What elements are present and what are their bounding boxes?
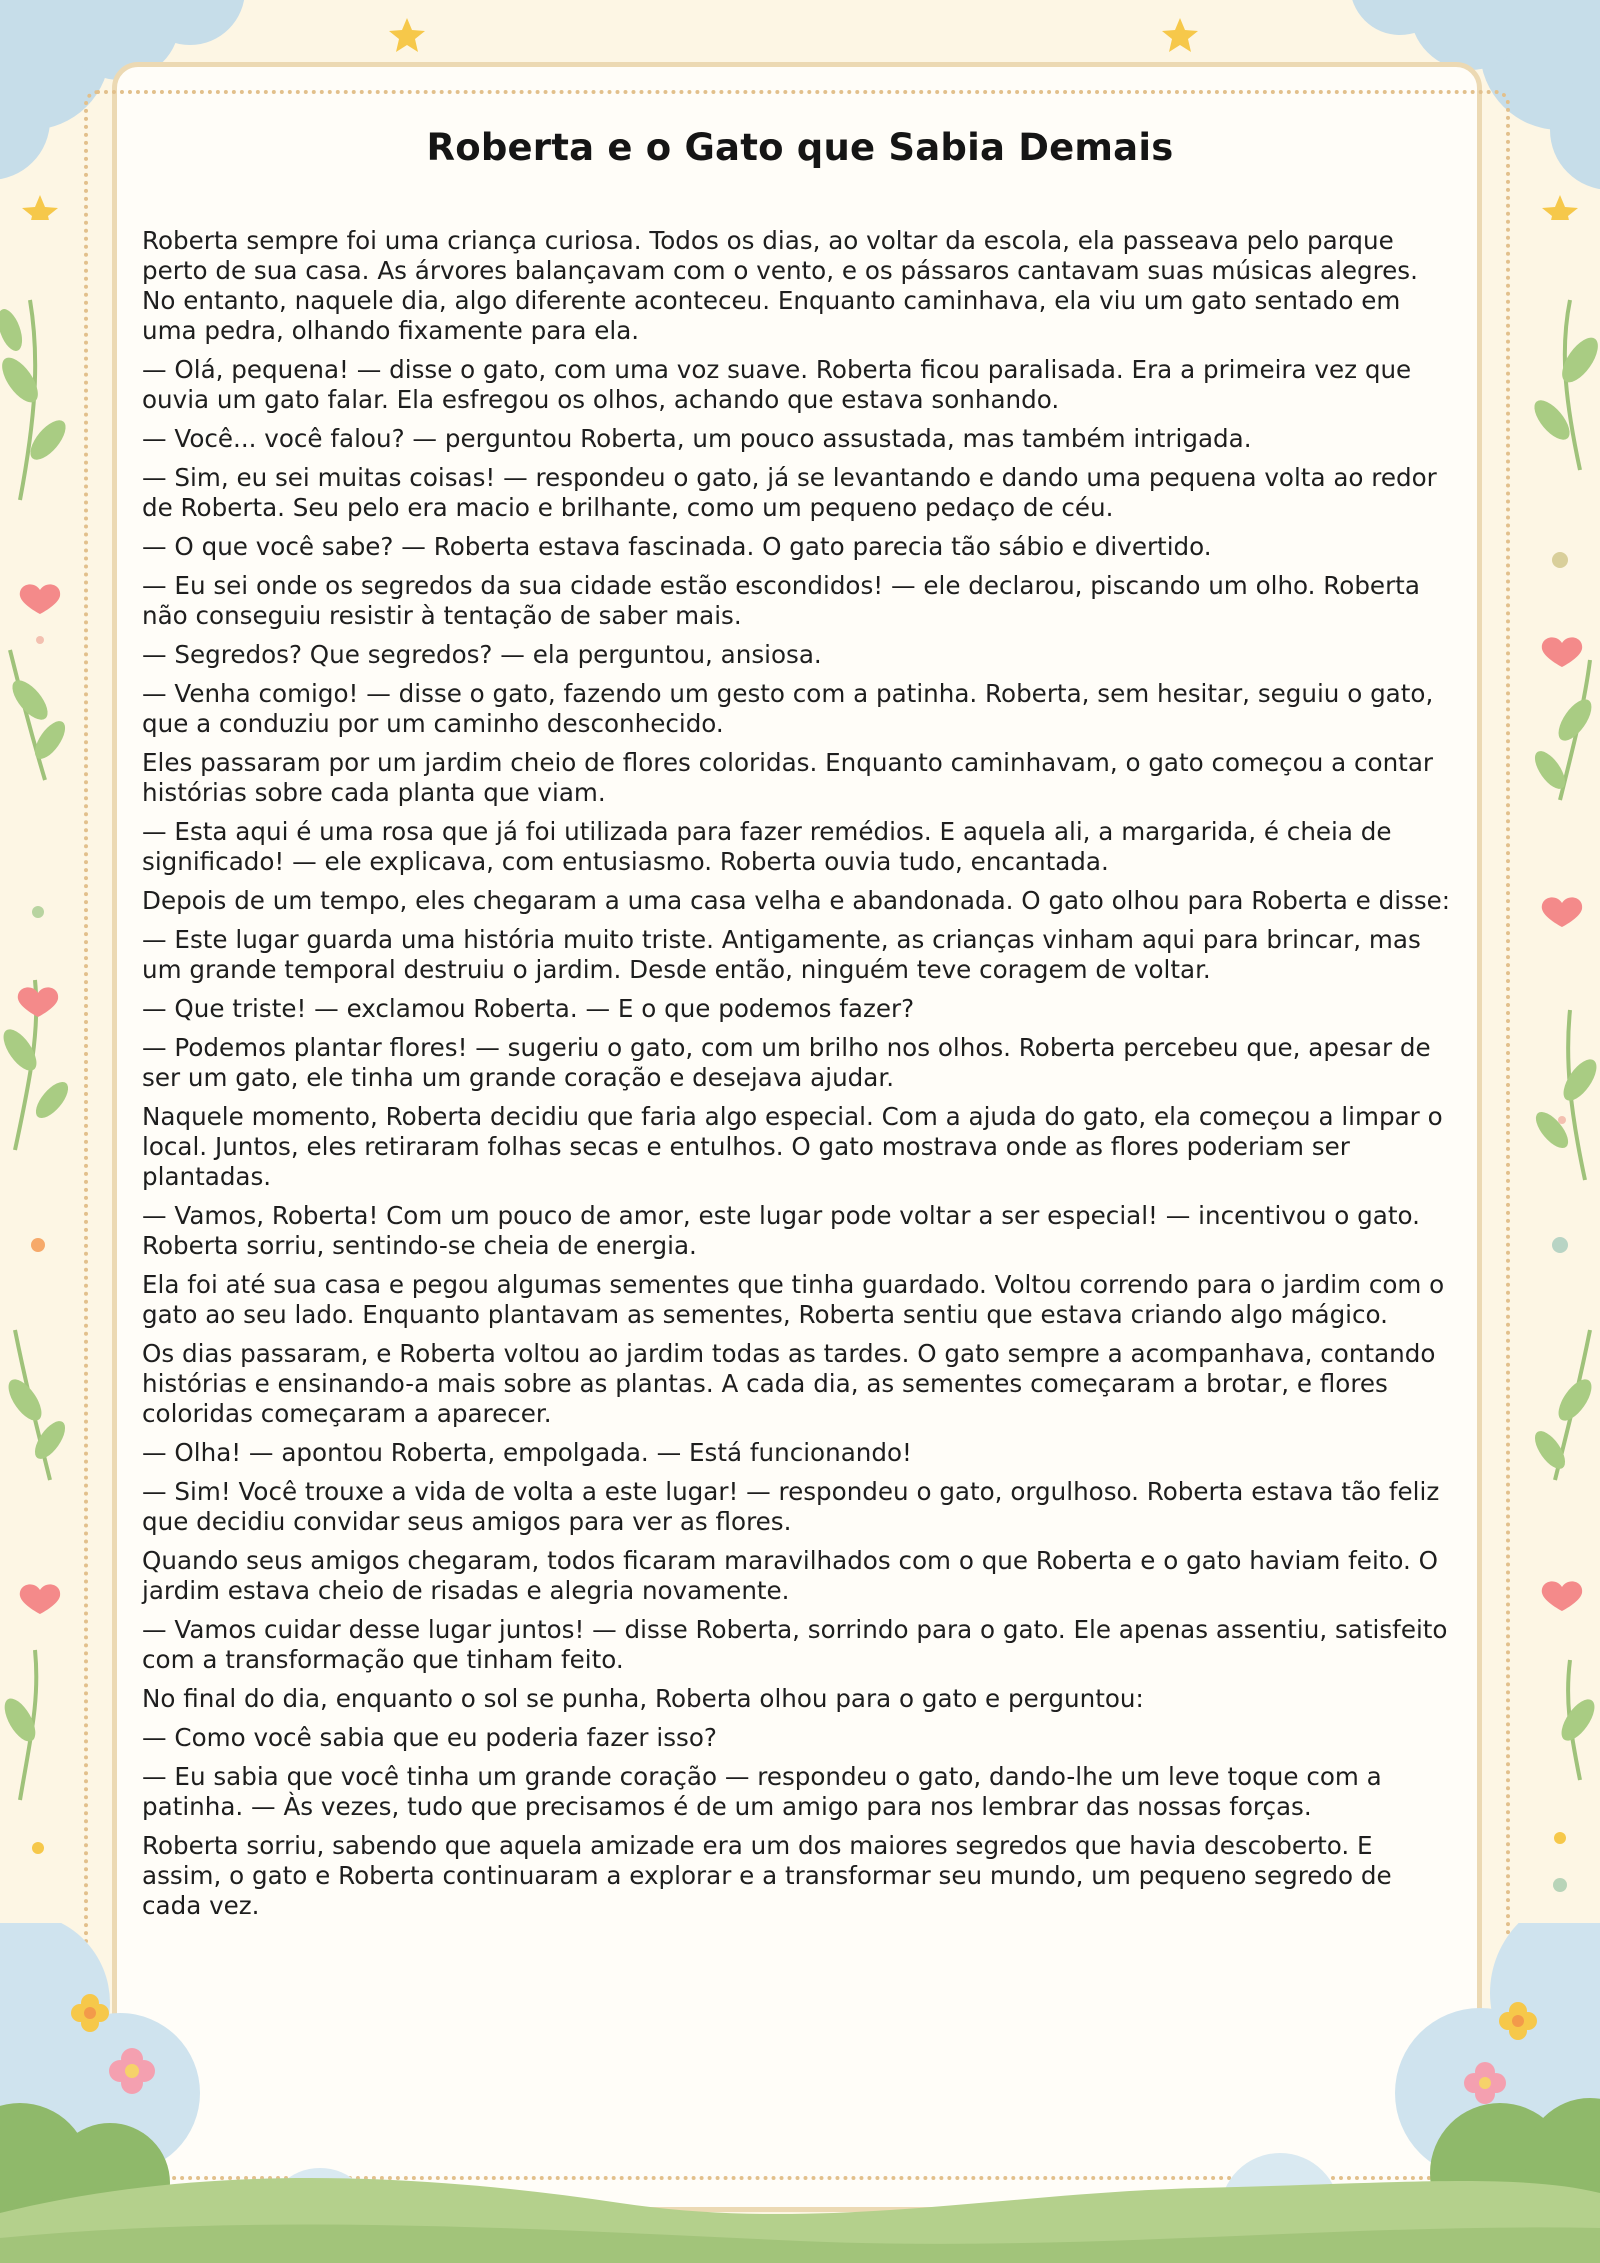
leaf [1555, 332, 1600, 388]
star-icon [1162, 18, 1198, 52]
heart-icon [18, 987, 58, 1017]
decor-dot [1552, 552, 1568, 568]
heart-icon [1542, 637, 1582, 667]
decor-dot [32, 1842, 44, 1854]
story-paragraph: — Olha! — apontou Roberta, empolgada. — Está funcionando! [142, 1438, 912, 1467]
story-paragraph: Naquele momento, Roberta decidiu que faria algo especial. Com a ajuda do gato, ela começou a limpar o local. Juntos, eles retiraram folhas secas e entulhos. O gato mostrava onde as flores poderiam ser plantadas. [142, 1102, 1443, 1191]
leaf [6, 675, 54, 726]
leaf-vine [1555, 1330, 1590, 1480]
star-icon [389, 18, 425, 52]
story-paragraph: — Esta aqui é uma rosa que já foi utilizada para fazer remédios. E aquela ali, a margarida, é cheia de significado! — ele explicava, com entusiasmo. Roberta ouvia tudo, encantada. [142, 817, 1392, 876]
story-paragraph: No final do dia, enquanto o sol se punha, Roberta olhou para o gato e perguntou: [142, 1684, 1144, 1713]
heart-icon [1542, 897, 1582, 927]
story-paragraph: — Eu sei onde os segredos da sua cidade estão escondidos! — ele declarou, piscando um olho. Roberta não conseguiu resistir à tentação de saber mais. [142, 571, 1420, 630]
leaf [1552, 1374, 1598, 1426]
decor-dot [1554, 1832, 1566, 1844]
decor-dot [1553, 1878, 1567, 1892]
story-paragraph: — Segredos? Que segredos? — ela perguntou, ansiosa. [142, 640, 822, 669]
story-paragraph: Depois de um tempo, eles chegaram a uma casa velha e abandonada. O gato olhou para Roberta e disse: [142, 886, 1451, 915]
leaf [24, 415, 72, 466]
heart-icon [20, 584, 60, 614]
leaf [29, 1416, 71, 1464]
decor-dot [31, 1238, 45, 1252]
leaf-vine [10, 650, 45, 780]
story-paragraph: — Que triste! — exclamou Roberta. — E o que podemos fazer? [142, 994, 915, 1023]
story-paragraph: — Sim, eu sei muitas coisas! — respondeu o gato, já se levantando e dando uma pequena volta ao redor de Roberta. Seu pelo era macio e brilhante, como um pequeno pedaço de céu. [142, 463, 1437, 522]
story-paragraph: — Você... você falou? — perguntou Roberta, um pouco assustada, mas também intrigada. [142, 424, 1252, 453]
story-paragraph: — Este lugar guarda uma história muito triste. Antigamente, as crianças vinham aqui para brincar, mas um grande temporal destruiu o jardim. Desde então, ninguém teve coragem de voltar. [142, 925, 1421, 984]
leaf-vine [1560, 660, 1590, 800]
leaf [29, 716, 71, 764]
story-paragraph: — Vamos cuidar desse lugar juntos! — disse Roberta, sorrindo para o gato. Ele apenas assentiu, satisfeito com a transformação que tinham feito. [142, 1615, 1448, 1674]
story-paragraph: Eles passaram por um jardim cheio de flores coloridas. Enquanto caminhavam, o gato começou a contar histórias sobre cada planta que viam. [142, 748, 1434, 807]
leaf [0, 1694, 42, 1747]
leaf-vine [20, 1650, 36, 1800]
story-paragraph: Os dias passaram, e Roberta voltou ao jardim todas as tardes. O gato sempre a acompanhava, contando histórias e ensinando-a mais sobre as plantas. A cada dia, as sementes começaram a brotar, e flores coloridas começaram a aparecer. [142, 1339, 1436, 1428]
leaf-vine [15, 1330, 50, 1480]
heart-icon [20, 1584, 60, 1614]
story-paragraph: — Sim! Você trouxe a vida de volta a este lugar! — respondeu o gato, orgulhoso. Roberta estava tão feliz que decidiu convidar seus amigos para ver as flores. [142, 1477, 1440, 1536]
story-paragraph: — Vamos, Roberta! Com um pouco de amor, este lugar pode voltar a ser especial! — incentivou o gato. Roberta sorriu, sentindo-se cheia de energia. [142, 1201, 1420, 1260]
decor-dot [1558, 1116, 1566, 1124]
leaf [1552, 694, 1598, 746]
star-icon [22, 195, 58, 220]
decor-dot [1552, 1237, 1568, 1253]
story-paragraph: — Podemos plantar flores! — sugeriu o gato, com um brilho nos olhos. Roberta percebeu que, apesar de ser um gato, ele tinha um grande coração e desejava ajudar. [142, 1033, 1431, 1092]
story-paragraph: — Olá, pequena! — disse o gato, com uma voz suave. Roberta ficou paralisada. Era a primeira vez que ouvia um gato falar. Ela esfregou os olhos, achando que estava sonhando. [142, 355, 1412, 414]
story-paragraph: Roberta sorriu, sabendo que aquela amizade era um dos maiores segredos que havia descoberto. E assim, o gato e Roberta continuaram a explorar e a transformar seu mundo, um pequeno segredo de cada vez. [142, 1831, 1392, 1920]
star-icon [1542, 195, 1578, 220]
leaf [0, 352, 45, 408]
leaf [1528, 395, 1576, 446]
leaf-vine [1568, 1010, 1585, 1180]
story-paragraph: Roberta sempre foi uma criança curiosa. Todos os dias, ao voltar da escola, ela passeava pelo parque perto de sua casa. As árvores balançavam com o vento, e os pássaros cantavam suas músicas alegres. No entanto, naquele dia, algo diferente aconteceu. Enquanto caminhava, ela viu um gato sentado em uma pedra, olhando fixamente para ela. [142, 226, 1418, 345]
story-body [142, 226, 1458, 1930]
leaf [2, 1374, 48, 1426]
leaf-vine [15, 980, 36, 1150]
story-paragraph: — Venha comigo! — disse o gato, fazendo um gesto com a patinha. Roberta, sem hesitar, seguiu o gato, que a conduziu por um caminho desconhecido. [142, 679, 1434, 738]
story-paragraph: — Como você sabia que eu poderia fazer isso? [142, 1723, 717, 1752]
leaf-vine [20, 300, 35, 500]
story-paragraph: Ela foi até sua casa e pegou algumas sementes que tinha guardado. Voltou correndo para o jardim com o gato ao seu lado. Enquanto plantavam as sementes, Roberta sentiu que estava criando algo mágico. [142, 1270, 1445, 1329]
leaf [1529, 1426, 1571, 1474]
leaf [1530, 1107, 1574, 1154]
leaf [1529, 746, 1571, 794]
story-title: Roberta e o Gato que Sabia Demais [426, 126, 1174, 169]
decor-dot [32, 906, 44, 918]
decor-dot [36, 636, 44, 644]
leaf-vine [1565, 300, 1580, 470]
grass-hill [0, 2225, 1600, 2263]
leaf [0, 306, 27, 354]
story-paragraph: — Eu sabia que você tinha um grande coração — respondeu o gato, dando-lhe um leve toque com a patinha. — Às vezes, tudo que precisamos é de um amigo para nos lembrar das nossas forças. [142, 1762, 1382, 1821]
leaf [1555, 1694, 1600, 1746]
heart-icon [1542, 1581, 1582, 1611]
leaf-vine [1568, 1660, 1580, 1780]
leaf [30, 1077, 74, 1124]
leaf [1557, 1054, 1600, 1106]
leaf [0, 1024, 43, 1076]
story-paragraph: — O que você sabe? — Roberta estava fascinada. O gato parecia tão sábio e divertido. [142, 532, 1212, 561]
story-paragraph: Quando seus amigos chegaram, todos ficaram maravilhados com o que Roberta e o gato haviam feito. O jardim estava cheio de risadas e alegria novamente. [142, 1546, 1439, 1605]
